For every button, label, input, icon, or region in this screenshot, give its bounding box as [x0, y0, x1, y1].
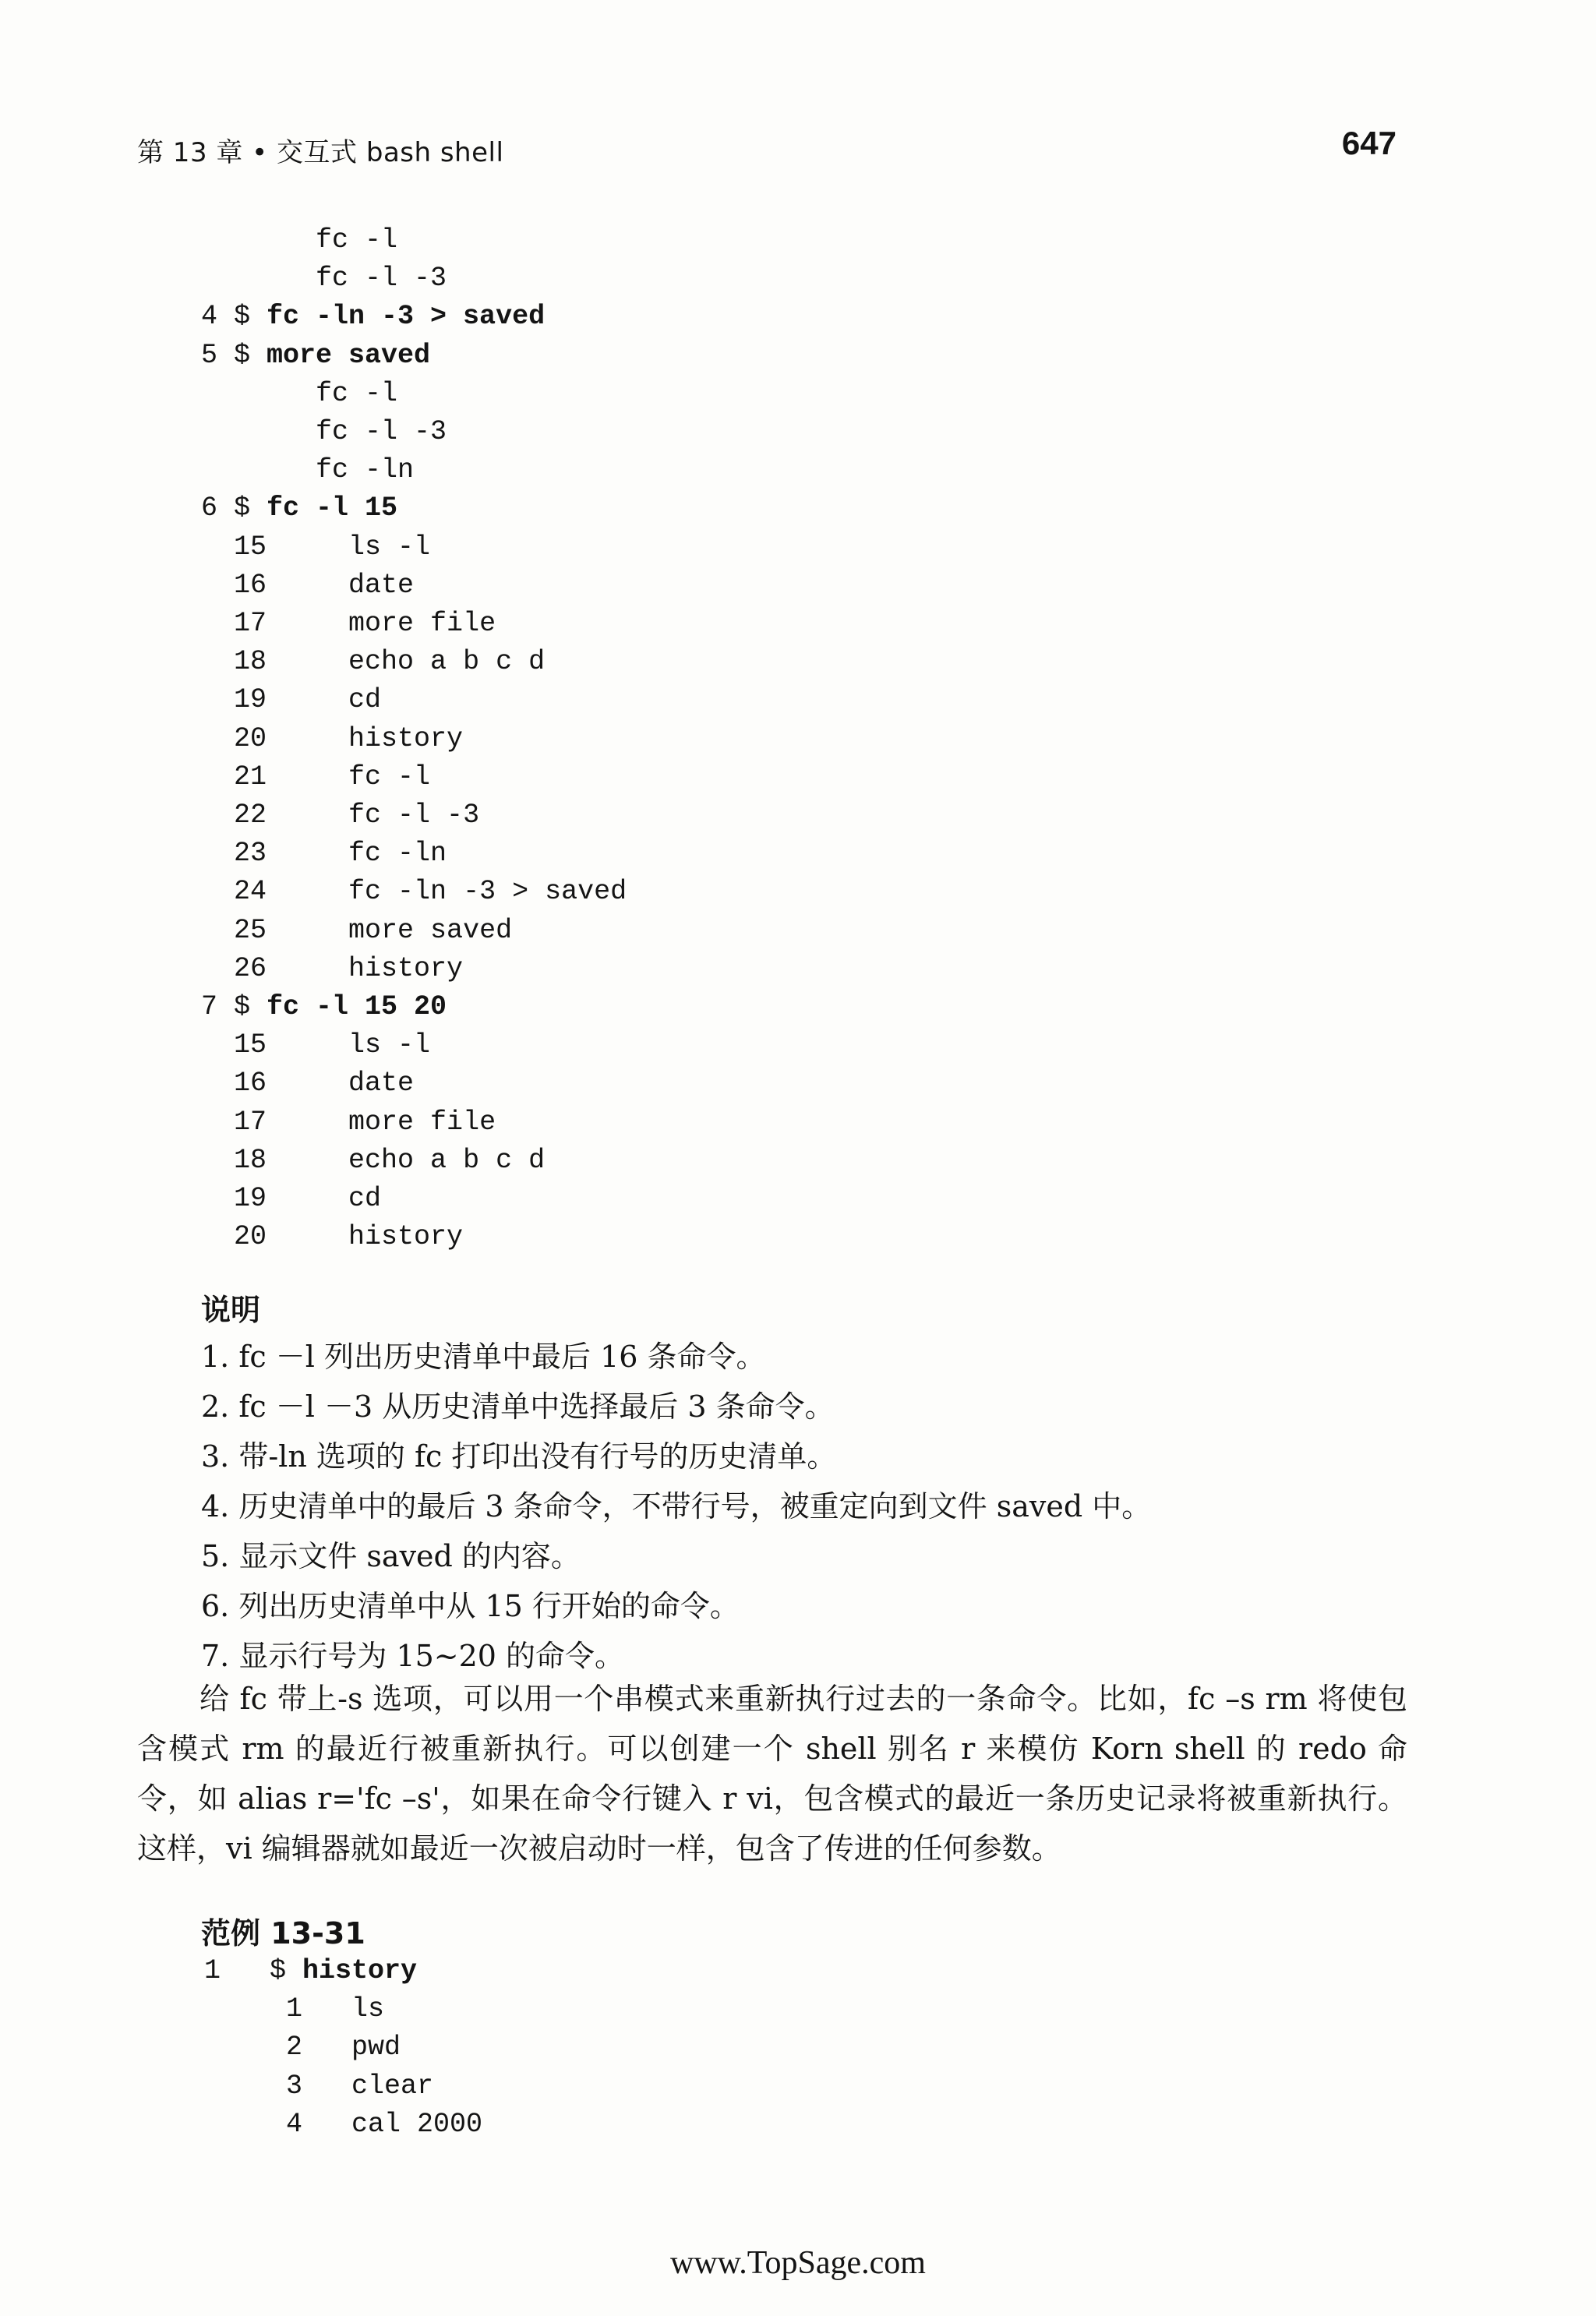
code-line	[201, 451, 414, 489]
chapter-header: 第 13 章 • 交互式 bash shell	[137, 137, 504, 168]
explanation-item: 3. 带-ln 选项的 fc 打印出没有行号的历史清单。	[201, 1439, 837, 1474]
code-line	[201, 605, 496, 643]
output-text: 17 more file	[234, 1106, 496, 1138]
code-line	[201, 1218, 463, 1256]
output-text: 17 more file	[234, 608, 496, 639]
output-text: 16 date	[234, 569, 415, 601]
output-text: 23 fc -ln	[234, 838, 447, 870]
output-text: 25 more saved	[234, 914, 513, 946]
example-title: 范例 13-31	[201, 1916, 365, 1951]
output-text: 19 cd	[234, 1183, 382, 1214]
code-line	[201, 1064, 414, 1103]
output-text: 15 ls -l	[234, 531, 431, 563]
explanation-item: 5. 显示文件 saved 的内容。	[201, 1539, 581, 1573]
explanation-item: 2. fc －l －3 从历史清单中选择最后 3 条命令。	[201, 1389, 835, 1424]
output-text: 2 pwd	[204, 2032, 401, 2064]
output-text: fc -l	[316, 377, 398, 409]
code-line: 7 $ fc -l 15 20	[201, 991, 447, 1022]
code-line	[201, 835, 447, 873]
explanation-item: 4. 历史清单中的最后 3 条命令，不带行号，被重定向到文件 saved 中。	[201, 1489, 1152, 1523]
explanation-item: 6. 列出历史清单中从 15 行开始的命令。	[201, 1589, 740, 1623]
output-text: fc -ln	[316, 454, 415, 486]
output-text: 16 date	[234, 1068, 415, 1100]
code-line	[201, 567, 414, 605]
code-line	[201, 720, 463, 758]
code-line	[201, 375, 397, 413]
output-text: fc -l -3	[316, 263, 447, 295]
output-text: 15 ls -l	[234, 1029, 431, 1061]
code-line: 1 $ history	[204, 1955, 418, 1986]
code-line: 5 $ more saved	[201, 339, 431, 371]
code-line	[201, 1026, 430, 1064]
page-number: 647	[1341, 125, 1396, 161]
code-line	[204, 2028, 401, 2067]
code-line	[204, 1990, 384, 2028]
command-text: history	[302, 1955, 418, 1986]
command-text: fc -l 15	[267, 493, 398, 524]
output-text: 18 echo a b c d	[234, 1144, 546, 1176]
command-text: fc -ln -3 > saved	[267, 301, 546, 333]
code-line	[201, 912, 512, 950]
output-text: fc -l	[316, 224, 398, 256]
output-text: 21 fc -l	[234, 761, 431, 793]
code-line	[201, 950, 463, 988]
code-line	[201, 1142, 545, 1180]
explanation-item: 7. 显示行号为 15~20 的命令。	[201, 1639, 625, 1673]
code-line	[201, 758, 430, 796]
command-text: more saved	[267, 339, 431, 371]
explanation-item: 1. fc －l 列出历史清单中最后 16 条命令。	[201, 1340, 766, 1374]
body-paragraph: 给 fc 带上-s 选项，可以用一个串模式来重新执行过去的一条命令。比如，fc –s rm 将使包含模式 rm 的最近行被重新执行。可以创建一个 shell 别名 r 来模仿 Korn shell 的 redo 命令，如 alias r='fc –s'，如果在命令行键入 r vi，包含模式的最近一条历史记录将被重新执行。这样，vi 编辑器就如最近一次被启动时一样，包含了传进的任何参数。	[137, 1682, 1407, 1866]
output-text: fc -l -3	[316, 416, 447, 447]
output-text: 24 fc -ln -3 > saved	[234, 876, 627, 908]
code-line	[201, 259, 447, 298]
output-text: 22 fc -l -3	[234, 800, 480, 831]
command-text: fc -l 15 20	[267, 991, 447, 1022]
code-line	[201, 528, 430, 567]
output-text: 26 history	[234, 952, 464, 984]
code-line: 4 $ fc -ln -3 > saved	[201, 301, 546, 333]
output-text: 20 history	[234, 722, 464, 754]
code-line	[201, 413, 447, 451]
code-line	[201, 1180, 381, 1218]
output-text: 1 ls	[204, 1993, 385, 2025]
code-line: 6 $ fc -l 15	[201, 493, 398, 524]
code-line	[201, 221, 397, 259]
output-text: 20 history	[234, 1221, 464, 1253]
code-line	[201, 1103, 496, 1142]
explanation-title: 说明	[201, 1293, 261, 1327]
footer-url: www.TopSage.com	[670, 2245, 926, 2281]
code-line	[201, 643, 545, 681]
output-text: 4 cal 2000	[204, 2108, 483, 2140]
code-line	[204, 2067, 433, 2106]
output-text: 19 cd	[234, 684, 382, 716]
code-line	[201, 873, 627, 911]
code-line	[204, 2106, 482, 2144]
code-line	[201, 796, 479, 835]
output-text: 18 echo a b c d	[234, 646, 546, 678]
code-line	[201, 681, 381, 719]
output-text: 3 clear	[204, 2070, 434, 2102]
